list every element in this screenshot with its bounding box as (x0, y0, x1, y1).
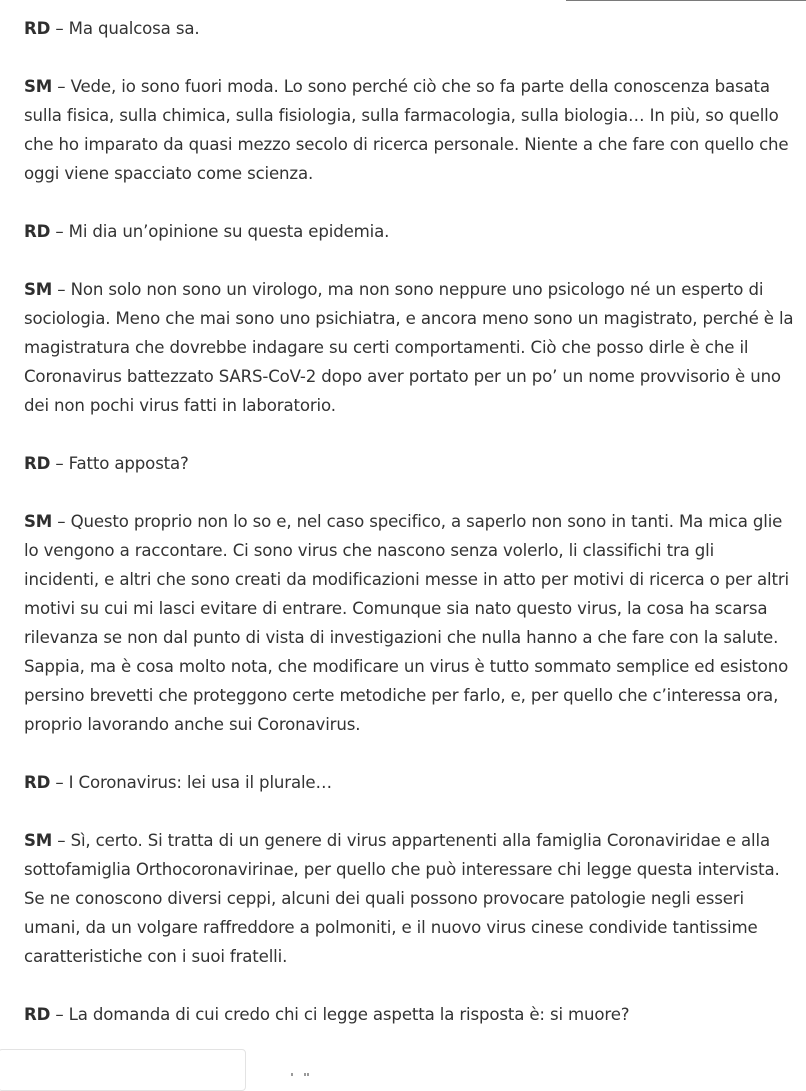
speaker-label: SM (24, 280, 53, 299)
interview-paragraph-rd (24, 768, 794, 797)
speaker-label: RD (24, 773, 51, 792)
paragraph-text: La domanda di cui credo chi ci legge aspetta la risposta è: si muore? (68, 1005, 630, 1024)
interview-paragraph-sm (24, 507, 794, 739)
speaker-separator: – (52, 77, 71, 96)
paragraph-text: Non solo non sono un virologo, ma non sono neppure uno psicologo né un esperto di sociologia. Meno che mai sono uno psichiatra, e ancora meno sono un magistrato, perché è la magistratura che dovrebbe indagare su certi comportamenti. Ciò che posso dirle è che il Coronavirus battezzato SARS-CoV-2 dopo aver portato per un po’ un nome provvisorio è uno dei non pochi virus fatti in laboratorio. (24, 280, 794, 415)
speaker-separator: – (50, 454, 69, 473)
speaker-label: RD (24, 1005, 51, 1024)
paragraph-text: Ma qualcosa sa. (68, 19, 200, 38)
top-divider (566, 0, 806, 1)
speaker-label: SM (24, 77, 53, 96)
interview-paragraph-rd (24, 1000, 794, 1029)
paragraph-text: Vede, io sono fuori moda. Lo sono perché ciò che so fa parte della conoscenza basata sulla fisica, sulla chimica, sulla fisiologia, sulla farmacologia, sulla biologia… In più, so quello che ho imparato da quasi mezzo secolo di ricerca personale. Niente a che fare con quello che oggi viene spacciato come scienza. (24, 77, 789, 183)
interview-paragraph-rd (24, 14, 794, 43)
speaker-label: SM (24, 512, 53, 531)
speaker-separator: – (50, 19, 69, 38)
paragraph-text: Sì, certo. Si tratta di un genere di virus appartenenti alla famiglia Coronaviridae e alla sottofamiglia Orthocoronavirinae, per quello che può interessare chi legge questa intervista. Se ne conoscono diversi ceppi, alcuni dei quali possono provocare patologie negli esseri umani, da un volgare raffreddore a polmoniti, e il nuovo virus cinese condivide tantissime caratteristiche con i suoi fratelli. (24, 831, 780, 966)
interview-paragraph-rd (24, 217, 794, 246)
speaker-separator: – (50, 222, 69, 241)
paragraph-text: Questo proprio non lo so e, nel caso specifico, a saperlo non sono in tanti. Ma mica glie lo vengono a raccontare. Ci sono virus che nascono senza volerlo, li classifichi tra gli incidenti, e altri che sono creati da modificazioni messe in atto per motivi di ricerca o per altri motivi su cui mi lasci evitare di entrare. Comunque sia nato questo virus, la cosa ha scarsa rilevanza se non dal punto di vista di investigazioni che nulla hanno a che fare con la salute. Sappia, ma è cosa molto nota, che modificare un virus è tutto sommato semplice ed esistono persino brevetti che proteggono certe metodiche per farlo, e, per quello che c’interessa ora, proprio lavorando anche sui Coronavirus. (24, 512, 790, 734)
speaker-separator: – (52, 280, 71, 299)
loading-dots-icon (291, 1071, 321, 1077)
speaker-label: SM (24, 831, 53, 850)
interview-paragraph-sm (24, 72, 794, 188)
dot (304, 1073, 306, 1076)
interview-paragraph-rd (24, 449, 794, 478)
speaker-label: RD (24, 454, 51, 473)
interview-article (24, 14, 794, 1058)
speaker-separator: – (52, 831, 71, 850)
dot (291, 1073, 293, 1076)
speaker-label: RD (24, 222, 51, 241)
speaker-separator: – (50, 1005, 69, 1024)
speaker-label: RD (24, 19, 51, 38)
bottom-widget-box[interactable] (0, 1049, 246, 1091)
dot (307, 1073, 309, 1076)
interview-paragraph-sm (24, 826, 794, 971)
speaker-separator: – (50, 773, 69, 792)
paragraph-text: Mi dia un’opinione su questa epidemia. (68, 222, 390, 241)
speaker-separator: – (52, 512, 71, 531)
paragraph-text: Fatto apposta? (68, 454, 189, 473)
paragraph-text: I Coronavirus: lei usa il plurale… (68, 773, 332, 792)
interview-paragraph-sm (24, 275, 794, 420)
